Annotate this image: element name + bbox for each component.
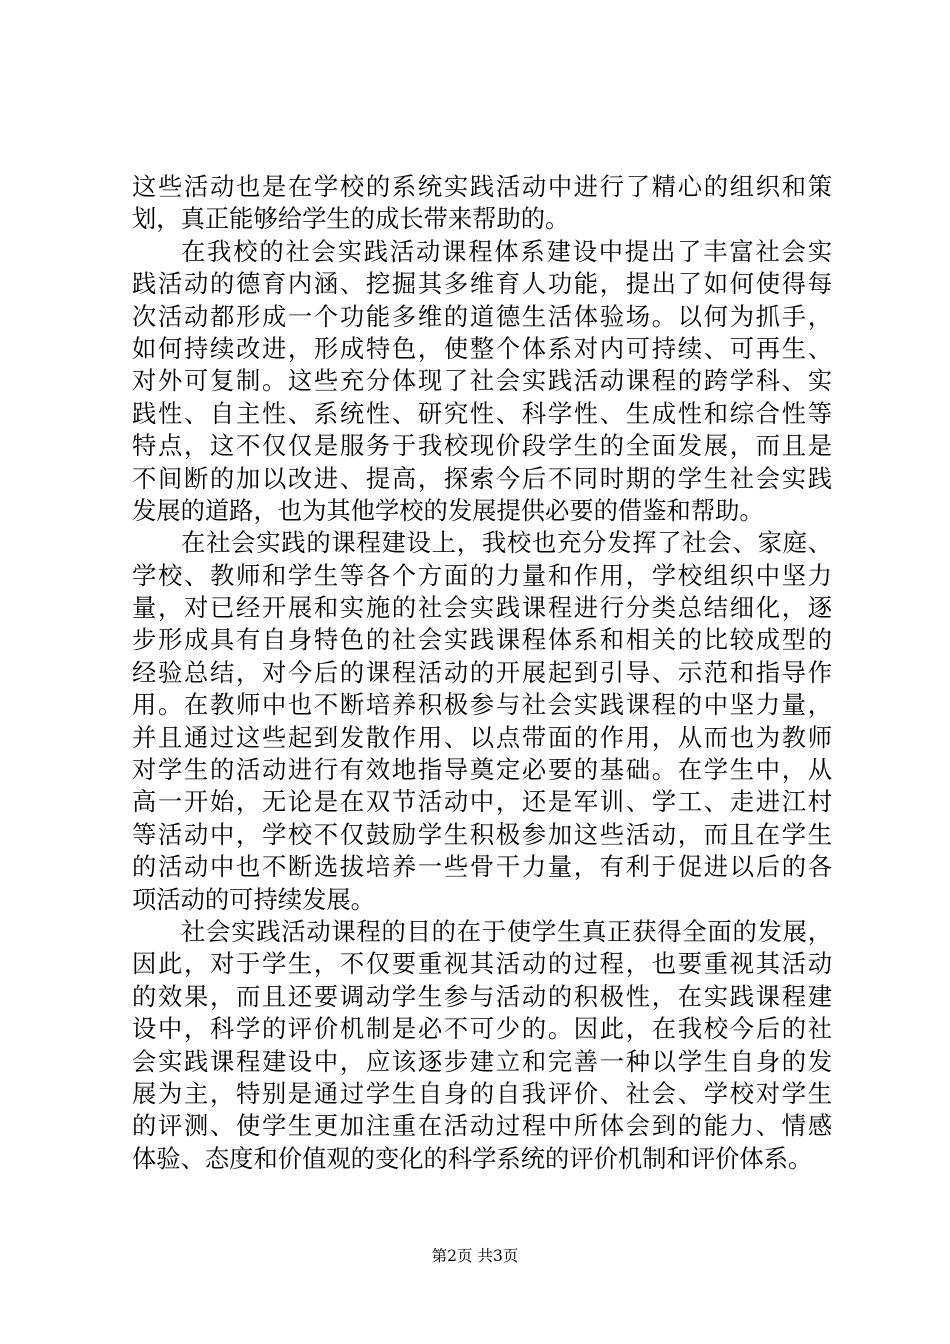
text-line: 的评测、使学生更加注重在活动过程中所体会到的能力、情感 bbox=[132, 1111, 832, 1141]
text-line: 展为主，特别是通过学生自身的自我评价、社会、学校对学生 bbox=[132, 1078, 832, 1108]
text-line: 的效果，而且还要调动学生参与活动的积极性，在实践课程建 bbox=[132, 981, 832, 1011]
text-line: 特点，这不仅仅是服务于我校现价段学生的全面发展，而且是 bbox=[132, 431, 832, 461]
text-line: 对学生的活动进行有效地指导奠定必要的基础。在学生中，从 bbox=[132, 755, 832, 785]
text-line: 高一开始，无论是在双节活动中，还是军训、学工、走进江村 bbox=[132, 787, 832, 817]
text-line: 经验总结，对今后的课程活动的开展起到引导、示范和指导作 bbox=[132, 657, 832, 687]
text-line: 学校、教师和学生等各个方面的力量和作用，学校组织中坚力 bbox=[132, 560, 832, 590]
text-line: 这些活动也是在学校的系统实践活动中进行了精心的组织和策 bbox=[132, 172, 832, 201]
text-line: 次活动都形成一个功能多维的道德生活体验场。以何为抓手， bbox=[132, 301, 832, 331]
text-line: 践性、自主性、系统性、研究性、科学性、生成性和综合性等 bbox=[132, 398, 832, 428]
text-line: 量，对已经开展和实施的社会实践课程进行分类总结细化，逐 bbox=[132, 593, 832, 623]
text-line: 发展的道路，也为其他学校的发展提供必要的借鉴和帮助。 bbox=[132, 495, 764, 525]
text-line: 项活动的可持续发展。 bbox=[132, 884, 375, 914]
text-line: 划，真正能够给学生的成长带来帮助的。 bbox=[132, 204, 570, 234]
page-footer: 第2页 共3页 bbox=[431, 1247, 519, 1265]
text-line: 并且通过这些起到发散作用、以点带面的作用，从而也为教师 bbox=[132, 722, 832, 752]
text-line: 在社会实践的课程建设上，我校也充分发挥了社会、家庭、 bbox=[181, 528, 832, 558]
text-line: 在我校的社会实践活动课程体系建设中提出了丰富社会实 bbox=[181, 236, 832, 266]
text-line: 因此，对于学生，不仅要重视其活动的过程，也要重视其活动 bbox=[132, 949, 832, 979]
text-line: 体验、态度和价值观的变化的科学系统的评价机制和评价体系。 bbox=[132, 1143, 813, 1173]
text-line: 如何持续改进，形成特色，使整个体系对内可持续、可再生、 bbox=[132, 333, 832, 363]
text-line: 的活动中也不断选拔培养一些骨干力量，有利于促进以后的各 bbox=[132, 852, 832, 882]
text-line: 用。在教师中也不断培养积极参与社会实践课程的中坚力量， bbox=[132, 690, 832, 720]
text-line: 对外可复制。这些充分体现了社会实践活动课程的跨学科、实 bbox=[132, 366, 832, 396]
body-text bbox=[132, 171, 832, 1175]
text-line: 不间断的加以改进、提高，探索今后不同时期的学生社会实践 bbox=[132, 463, 832, 493]
text-line: 会实践课程建设中，应该逐步建立和完善一种以学生自身的发 bbox=[132, 1046, 832, 1076]
text-line: 社会实践活动课程的目的在于使学生真正获得全面的发展， bbox=[181, 916, 832, 946]
text-line: 践活动的德育内涵、挖掘其多维育人功能，提出了如何使得每 bbox=[132, 269, 832, 299]
text-line: 设中，科学的评价机制是必不可少的。因此，在我校今后的社 bbox=[132, 1014, 832, 1044]
text-line: 步形成具有自身特色的社会实践课程体系和相关的比较成型的 bbox=[132, 625, 832, 655]
text-line: 等活动中，学校不仅鼓励学生积极参加这些活动，而且在学生 bbox=[132, 819, 832, 849]
